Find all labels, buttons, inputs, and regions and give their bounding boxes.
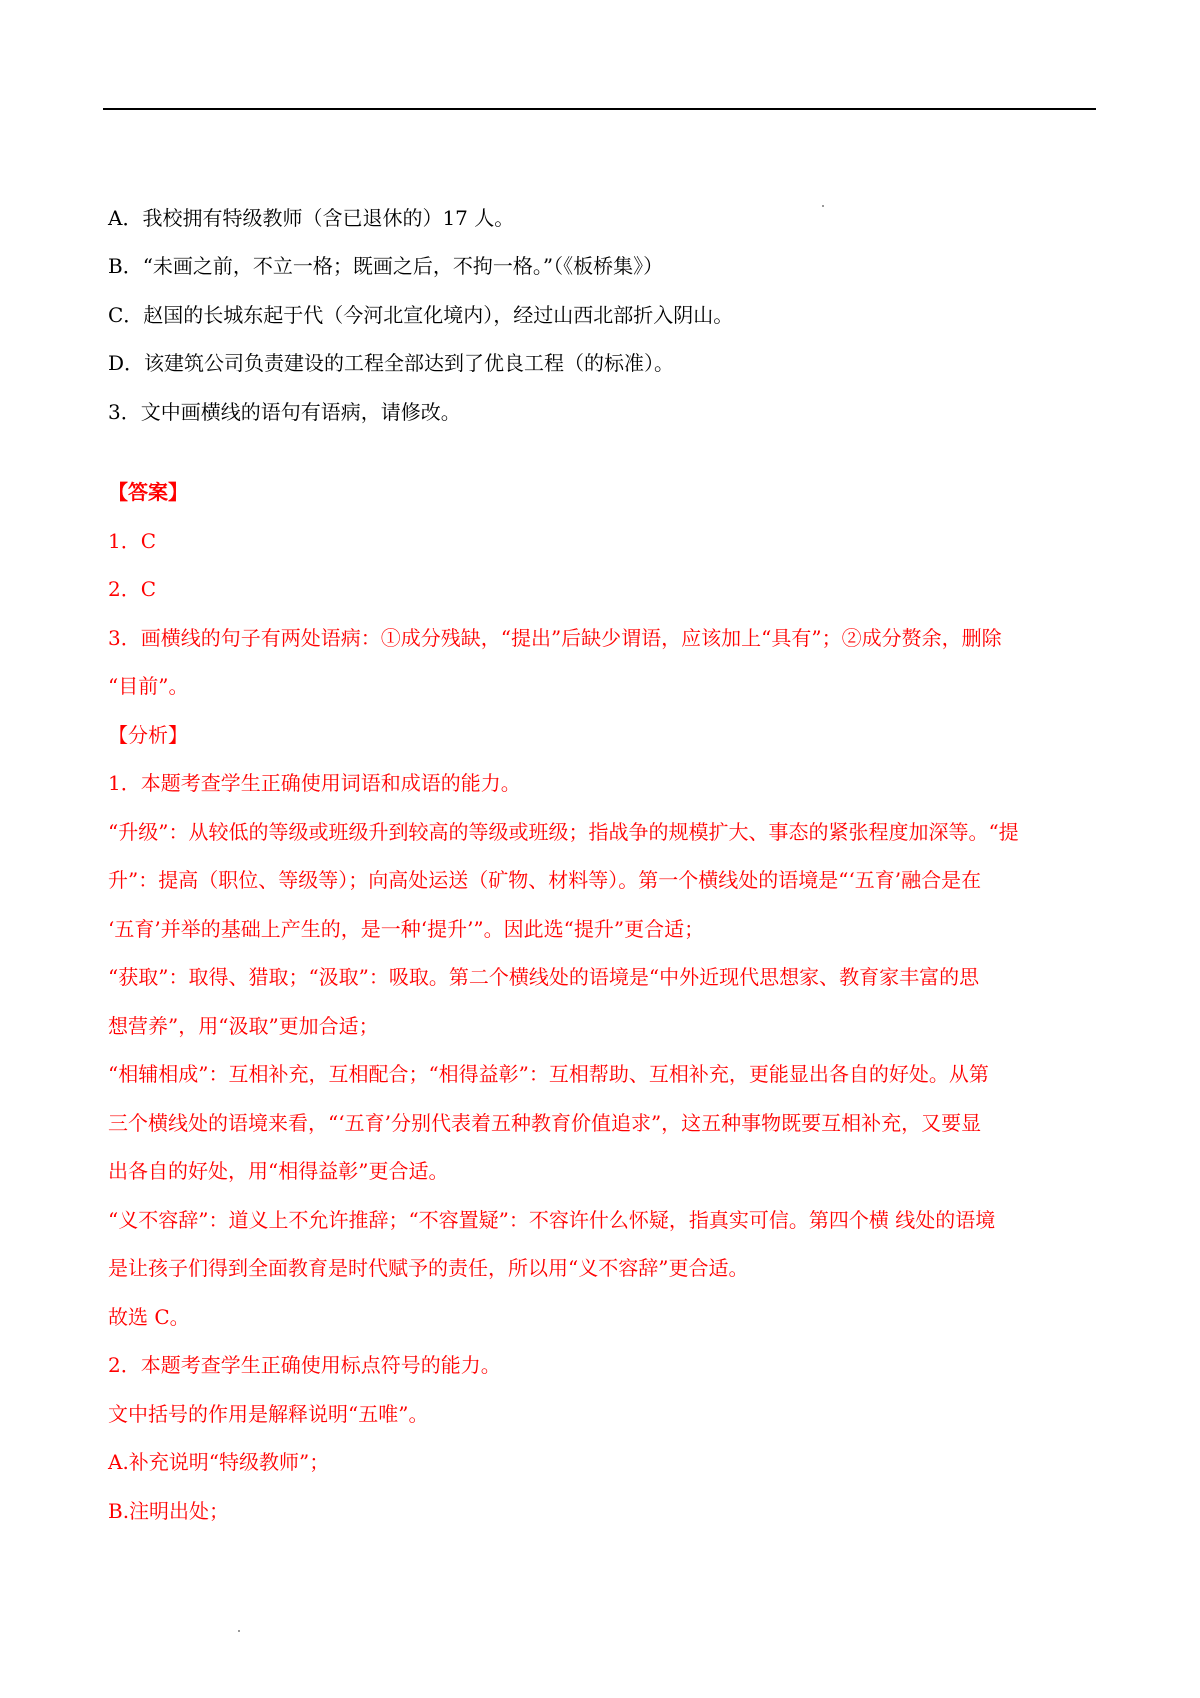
answer-heading: 【答案】 xyxy=(108,480,188,504)
analysis-line: 三个横线处的语境来看，“‘五育’分别代表着五种教育价值追求”，这五种事物既要互相补充，又要显 xyxy=(108,1111,982,1135)
analysis-line: ‘五育’并举的基础上产生的，是一种‘提升’”。因此选“提升”更合适； xyxy=(108,917,705,941)
question-3: 3．文中画横线的语句有语病，请修改。 xyxy=(108,400,461,424)
analysis-line: 想营养”，用“汲取”更加合适； xyxy=(108,1014,379,1038)
analysis-line: B.注明出处； xyxy=(108,1499,230,1523)
analysis-line: 升”：提高（职位、等级等）；向高处运送（矿物、材料等）。第一个横线处的语境是“‘五育’融合是在 xyxy=(108,868,982,892)
analysis-heading: 【分析】 xyxy=(108,723,188,747)
option-c: C．赵国的长城东起于代（今河北宣化境内），经过山西北部折入阴山。 xyxy=(108,303,734,327)
option-a: A．我校拥有特级教师（含已退休的）17 人。 xyxy=(108,206,515,230)
answer-2: 2．C xyxy=(108,577,157,601)
answer-3-line-1: 3．画横线的句子有两处语病：①成分残缺，“提出”后缺少谓语，应该加上“具有”；②成分赘余，删除 xyxy=(108,626,1002,650)
header-rule xyxy=(103,108,1096,110)
answer-1: 1．C xyxy=(108,529,157,553)
analysis-line: “义不容辞”：道义上不允许推辞；“不容置疑”：不容许什么怀疑，指真实可信。第四个横 线处的语境 xyxy=(108,1208,996,1232)
analysis-line: 2．本题考查学生正确使用标点符号的能力。 xyxy=(108,1353,501,1377)
scan-speck xyxy=(238,1630,240,1632)
answer-3-line-2: “目前”。 xyxy=(108,674,189,698)
option-d: D．该建筑公司负责建设的工程全部达到了优良工程（的标准）。 xyxy=(108,351,675,375)
analysis-line: 1．本题考查学生正确使用词语和成语的能力。 xyxy=(108,771,521,795)
analysis-line: A.补充说明“特级教师”； xyxy=(108,1450,330,1474)
analysis-line: 是让孩子们得到全面教育是时代赋予的责任，所以用“义不容辞”更合适。 xyxy=(108,1256,749,1280)
analysis-line: “升级”：从较低的等级或班级升到较高的等级或班级；指战争的规模扩大、事态的紧张程度加深等。“提 xyxy=(108,820,1019,844)
option-b: B．“未画之前，不立一格；既画之后，不拘一格。”（《板桥集》） xyxy=(108,254,664,278)
analysis-line: “获取”：取得、猎取；“汲取”：吸取。第二个横线处的语境是“中外近现代思想家、教育家丰富的思 xyxy=(108,965,980,989)
analysis-line: 文中括号的作用是解释说明“五唯”。 xyxy=(108,1402,429,1426)
analysis-line: “相辅相成”：互相补充，互相配合；“相得益彰”：互相帮助、互相补充，更能显出各自的好处。从第 xyxy=(108,1062,989,1086)
analysis-line: 故选 C。 xyxy=(108,1305,190,1329)
analysis-line: 出各自的好处，用“相得益彰”更合适。 xyxy=(108,1159,449,1183)
